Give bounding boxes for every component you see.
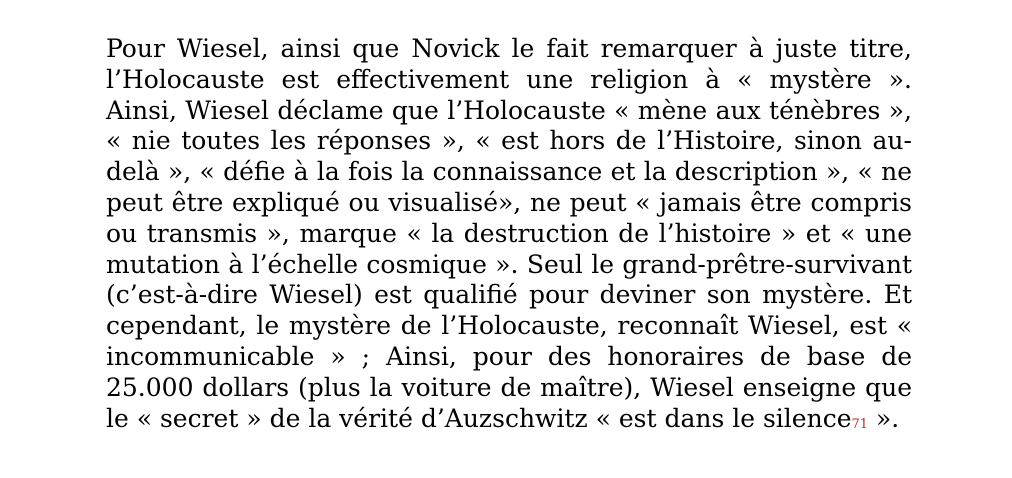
text-line: delà », « défie à la fois la connaissance et la description », « ne [106, 157, 912, 187]
body-paragraph [106, 34, 912, 434]
text-line: « nie toutes les réponses », « est hors de l’Histoire, sinon au- [106, 126, 912, 156]
text-line: mutation à l’échelle cosmique ». Seul le grand-prêtre-survivant [106, 249, 912, 279]
text-line: incommunicable » ; Ainsi, pour des honoraires de base de [106, 341, 912, 371]
footnote-reference[interactable]: 71 [851, 416, 869, 432]
text-line-last [106, 404, 912, 435]
text-line: (c’est-à-dire Wiesel) est qualifié pour deviner son mystère. Et [106, 280, 912, 310]
text-line: cependant, le mystère de l’Holocauste, reconnaît Wiesel, est « [106, 311, 912, 341]
last-line-ending: ». [868, 403, 900, 433]
last-line-text: le « secret » de la vérité d’Auzschwitz « est dans le silence [106, 403, 852, 433]
text-line: Pour Wiesel, ainsi que Novick le fait remarquer à juste titre, [106, 34, 912, 63]
text-line: 25.000 dollars (plus la voiture de maître), Wiesel enseigne que [106, 372, 912, 402]
text-line: peut être expliqué ou visualisé», ne peut « jamais être compris [106, 187, 912, 217]
text-line: ou transmis », marque « la destruction de l’histoire » et « une [106, 218, 912, 248]
text-line: Ainsi, Wiesel déclame que l’Holocauste « mène aux ténèbres », [106, 95, 912, 125]
text-line: l’Holocauste est effectivement une religion à « mystère ». [106, 64, 912, 94]
